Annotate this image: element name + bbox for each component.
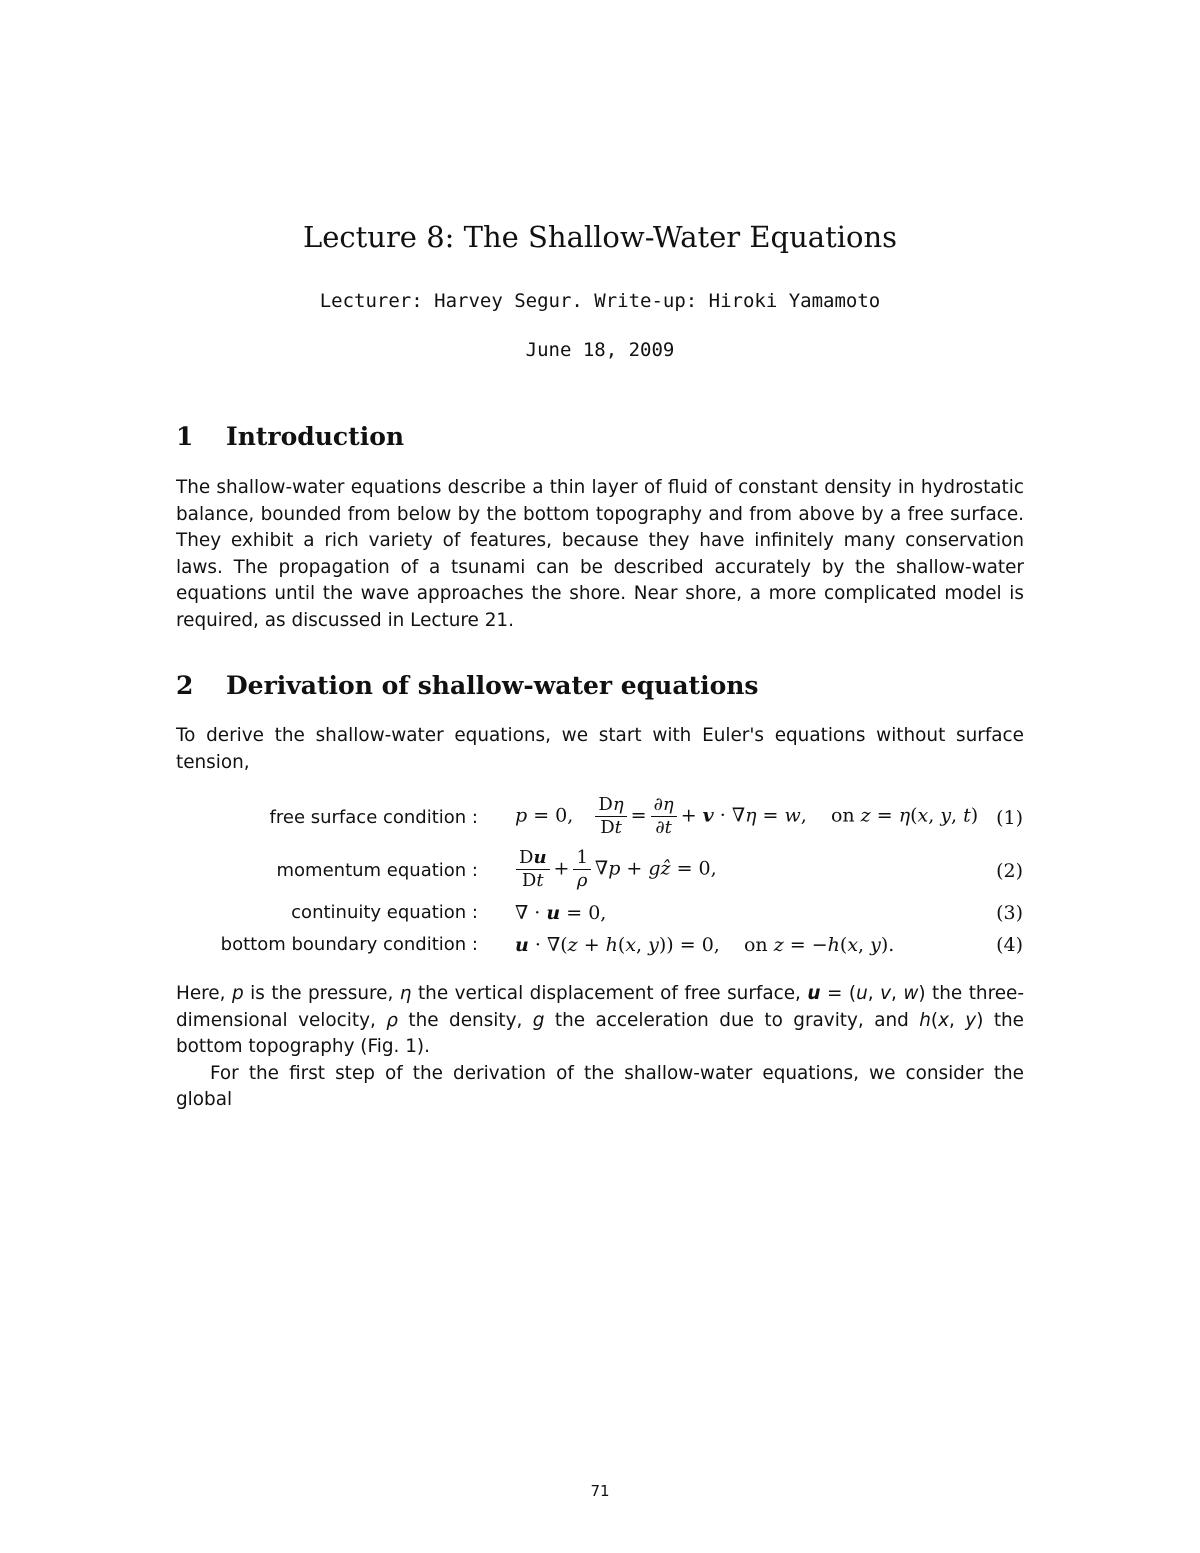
equation-number: (4): [996, 934, 1023, 956]
author-line: Lecturer: Harvey Segur. Write-up: Hiroki Yamamoto: [319, 290, 881, 312]
equation-label: momentum equation :: [276, 860, 478, 881]
page-title: Lecture 8: The Shallow-Water Equations: [302, 220, 898, 254]
section-number: 2: [176, 671, 194, 700]
equation-row-2: [0, 847, 1200, 900]
section-number: 1: [176, 422, 194, 451]
date-line: June 18, 2009: [525, 339, 675, 361]
section-title: Derivation of shallow-water equations: [226, 671, 759, 700]
equation-body: p = 0, $\frac{D\eta}{Dt}$ = $\frac{\partial\eta}{\partial t}$ + v · ∇η = w, on z = η(x, y, t): [515, 794, 979, 838]
equation-label: continuity equation :: [291, 902, 478, 923]
equation-number: (3): [996, 902, 1023, 924]
section-title: Introduction: [226, 422, 405, 451]
variables-paragraph: Here, p is the pressure, η the vertical displacement of free surface, u = (u, v, w) the three-dimensional velocity, ρ the density, g the acceleration due to gravity, and h(x, y) the bottom topography (Fig. 1). For the first step of the derivation of the shallow-water equations, we consider the global: [176, 983, 1024, 1110]
equation-row-1: [0, 794, 1200, 847]
equation-label: free surface condition :: [269, 807, 478, 828]
equation-row-4: [0, 934, 1200, 974]
page-number: 71: [590, 1482, 610, 1500]
section-heading-derivation: [176, 671, 759, 700]
derivation-intro-paragraph: To derive the shallow-water equations, we start with Euler's equations without surface tension,: [176, 725, 1024, 773]
intro-paragraph: The shallow-water equations describe a thin layer of fluid of constant density in hydrostatic balance, bounded from below by the bottom topography and from above by a free surface. They exhibit a rich variety of features, because they have infinitely many conservation laws. The propagation of a tsunami can be described accurately by the shallow-water equations until the wave approaches the shore. Near shore, a more complicated model is required, as discussed in Lecture 21.: [176, 477, 1024, 631]
equation-body: $\frac{Du}{Dt}$ + $\frac{1}{\rho}$ ∇p + gẑ = 0,: [512, 847, 717, 892]
equation-number: (1): [996, 807, 1023, 829]
equation-label: bottom boundary condition :: [220, 934, 478, 955]
section-heading-introduction: [176, 422, 404, 451]
equation-body: u · ∇(z + h(x, y)) = 0, on z = −h(x, y).: [515, 934, 895, 956]
equation-body: ∇ · u = 0,: [515, 902, 607, 924]
equation-number: (2): [996, 860, 1023, 882]
